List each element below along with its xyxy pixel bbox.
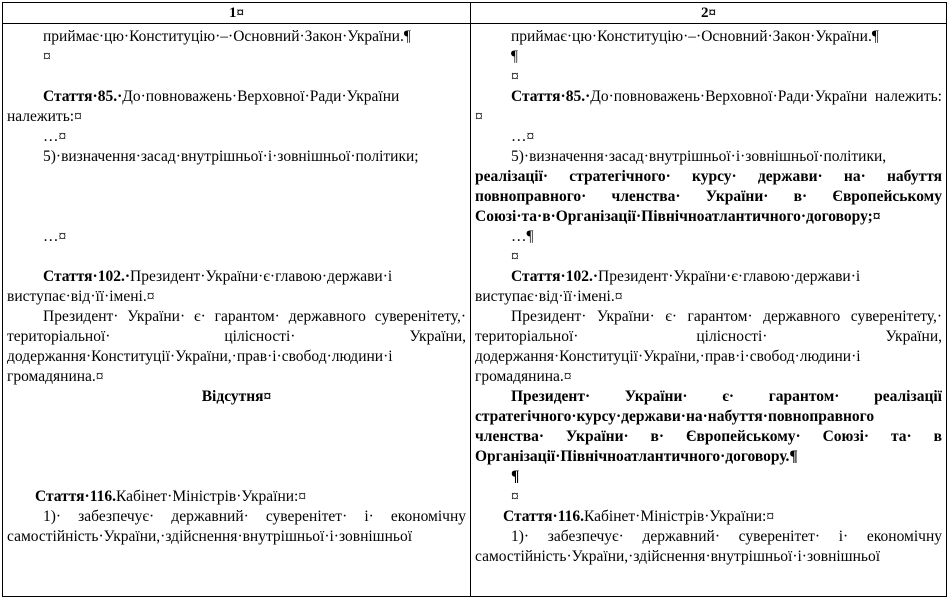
left-article-102-text: Президент·України·є·главою·держави·і виступає·від·її·імені.¤ bbox=[7, 268, 393, 305]
right-article-85 bbox=[475, 87, 942, 127]
left-empty-mark: ¤ bbox=[43, 48, 51, 65]
column-1-header: 1¤ bbox=[3, 3, 471, 24]
left-preamble-line: приймає·цю·Конституцію·–·Основний·Закон·України.¶ bbox=[43, 28, 411, 45]
left-article-116-title: Стаття·116. bbox=[35, 488, 116, 505]
right-empty-mark-1: ¤ bbox=[511, 68, 519, 85]
right-column-cell bbox=[471, 24, 947, 597]
right-ellipsis-2: …¶ bbox=[511, 228, 534, 245]
left-absent-label: Відсутня¤ bbox=[201, 388, 272, 405]
right-president-amendment: Президент· України· є· гарантом· реалізації стратегічного·курсу·держави·на·набуття·повноправного членства· України· в· Європейському· Союзі· та· в Організації·Північноатлантичного·договору.¶ bbox=[475, 388, 942, 465]
left-column-cell bbox=[3, 24, 471, 597]
left-article-102-title: Стаття·102.· bbox=[43, 268, 131, 285]
right-column-content bbox=[471, 24, 946, 596]
left-ellipsis-1: …¤ bbox=[43, 128, 67, 145]
left-article-85-title: Стаття·85.· bbox=[43, 88, 123, 105]
left-column-content bbox=[3, 24, 470, 596]
right-article-102-text: Президент·України·є·главою·держави·і виступає·від·її·імені.¤ bbox=[475, 268, 861, 305]
right-article-102-title: Стаття·102.· bbox=[511, 268, 599, 285]
right-article-85-text: До·повноважень·Верховної·Ради·України належить:¤ bbox=[475, 88, 942, 125]
left-article-116-text: Кабінет·Міністрів·України:¤ bbox=[116, 488, 307, 505]
right-paragraph-mark-2: ¶ bbox=[511, 468, 520, 485]
right-article-116-title: Стаття·116. bbox=[503, 508, 584, 525]
right-article-116 bbox=[475, 507, 942, 527]
comparison-table bbox=[2, 2, 947, 597]
right-president-guarantor: Президент· України· є· гарантом· державного суверенітету,· територіальної· цілісності· України, додержання·Конституції·України,·прав·і·свобод·людини·і громадянина.¤ bbox=[475, 308, 942, 385]
left-spacer bbox=[7, 407, 466, 487]
left-spacer bbox=[7, 247, 466, 267]
left-article-116 bbox=[7, 487, 466, 507]
right-ellipsis-1: …¤ bbox=[511, 128, 535, 145]
left-item-1: 1)· забезпечує· державний· суверенітет· і· економічну самостійність·України,·здійснення·внутрішньої·і·зовнішньої bbox=[7, 508, 466, 545]
right-item-5-text: 5)·визначення·засад·внутрішньої·і·зовнішньої·політики, bbox=[511, 148, 887, 165]
left-article-102 bbox=[7, 267, 466, 307]
right-item-5 bbox=[475, 147, 942, 227]
right-article-116-text: Кабінет·Міністрів·України:¤ bbox=[584, 508, 775, 525]
content-row bbox=[3, 24, 947, 597]
left-article-85-text: До·повноважень·Верховної·Ради·України належить:¤ bbox=[7, 88, 400, 125]
right-paragraph-mark-1: ¶ bbox=[511, 48, 519, 65]
right-empty-mark-3: ¤ bbox=[511, 488, 519, 505]
left-item-5: 5)·визначення·засад·внутрішньої·і·зовнішньої·політики; bbox=[43, 148, 419, 165]
column-2-header: 2¤ bbox=[471, 3, 947, 24]
left-spacer bbox=[7, 67, 466, 87]
left-spacer bbox=[7, 167, 466, 227]
left-ellipsis-2: …¤ bbox=[43, 228, 67, 245]
right-empty-mark-2: ¤ bbox=[511, 248, 519, 265]
right-item-1: 1)· забезпечує· державний· суверенітет· і· економічну самостійність·України,·здійснення·внутрішньої·і·зовнішньої bbox=[475, 528, 942, 565]
right-article-102 bbox=[475, 267, 942, 307]
right-item-5-amendment: реалізації· стратегічного· курсу· держави· на· набуття повноправного· членства· України· в· Європейському Союзі·та·в·Організації·Північноатлантичного·договору;¤ bbox=[475, 168, 942, 225]
header-row bbox=[3, 3, 947, 24]
left-president-guarantor: Президент· України· є· гарантом· державного суверенітету,· територіальної· цілісності· України, додержання·Конституції·України,·прав·і·свобод·людини·і громадянина.¤ bbox=[7, 308, 466, 385]
right-preamble-line: приймає·цю·Конституцію·–·Основний·Закон·України.¶ bbox=[511, 28, 879, 45]
right-article-85-title: Стаття·85.· bbox=[511, 88, 591, 105]
left-article-85 bbox=[7, 87, 466, 127]
